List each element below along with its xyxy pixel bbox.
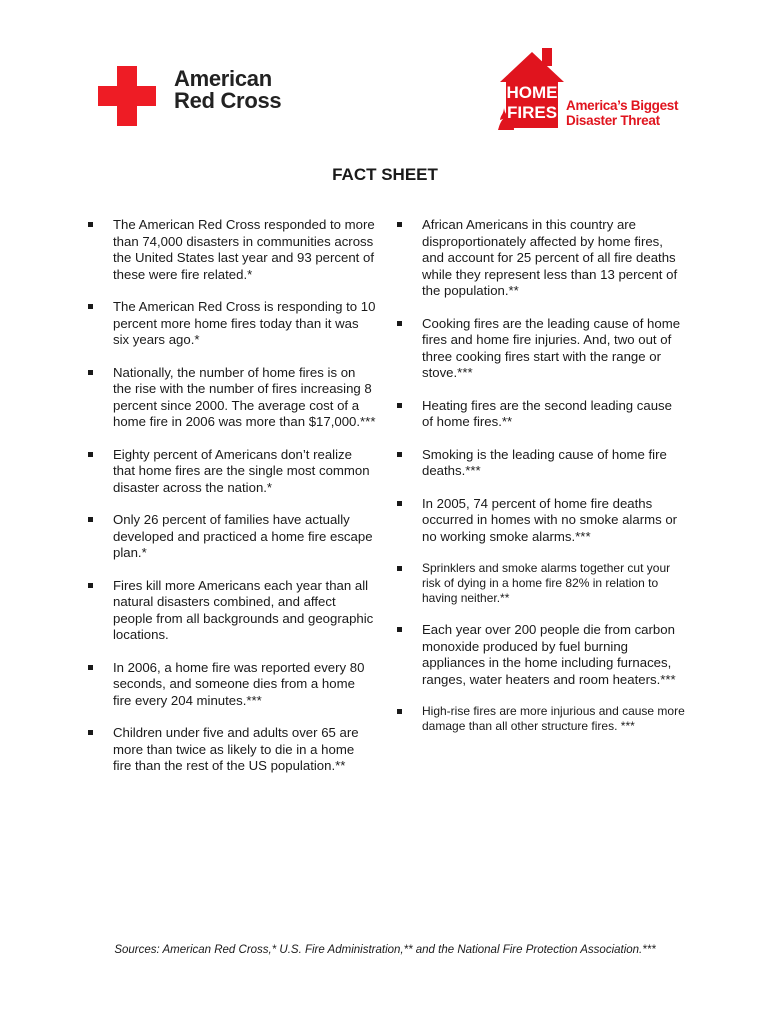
bullet-icon (88, 452, 93, 457)
bullet-icon (397, 627, 402, 632)
bullet-icon (88, 665, 93, 670)
fact-text: Sprinklers and smoke alarms together cut your risk of dying in a home fire 82% in relation to having neither.** (422, 561, 671, 605)
fact-item (395, 561, 685, 606)
fact-text: Each year over 200 people die from carbon monoxide produced by fuel burning appliances in the home including furnaces, ranges, water heaters and room heaters.*** (422, 622, 676, 687)
fact-text: The American Red Cross responded to more than 74,000 disasters in communities across the United States last year and 93 percent of these were fire related.* (113, 217, 375, 282)
right-fact-list (395, 217, 685, 750)
fact-text: In 2005, 74 percent of home fire deaths occurred in homes with no smoke alarms or no working smoke alarms.*** (422, 495, 678, 544)
fact-text: Cooking fires are the leading cause of home fires and home fire injuries. And, two out of three cooking fires start with the range or stove.*** (422, 315, 681, 380)
tagline-line1: America’s Biggest (566, 98, 679, 113)
red-cross-wordmark (174, 68, 281, 112)
fact-item (395, 704, 685, 734)
fact-item (86, 217, 376, 283)
page-title: FACT SHEET (332, 165, 438, 184)
fact-item (395, 447, 685, 480)
bullet-icon (88, 583, 93, 588)
bullet-icon (397, 566, 402, 571)
bullet-icon (88, 370, 93, 375)
home-fires-logo (496, 46, 686, 136)
fact-item (395, 316, 685, 382)
fact-text: Eighty percent of Americans don’t realize that home fires are the single most common disaster across the nation.* (113, 446, 370, 495)
fact-item (86, 725, 376, 775)
fact-text: High-rise fires are more injurious and cause more damage than all other structure fires. *** (422, 704, 685, 733)
home-fires-word-fires: FIRES (506, 103, 558, 122)
fact-item (395, 398, 685, 431)
sources-footnote: Sources: American Red Cross,* U.S. Fire Administration,** and the National Fire Protection Association.*** (114, 944, 656, 956)
fact-item (86, 660, 376, 710)
tagline-line2: Disaster Threat (566, 113, 660, 128)
bullet-icon (88, 730, 93, 735)
fact-text: Heating fires are the second leading cause of home fires.** (422, 397, 672, 429)
bullet-icon (397, 709, 402, 714)
home-fires-tagline (566, 98, 678, 128)
american-red-cross-logo (96, 66, 296, 128)
bullet-icon (397, 403, 402, 408)
bullet-icon (397, 321, 402, 326)
fact-item (86, 299, 376, 349)
bullet-icon (397, 222, 402, 227)
fact-text: African Americans in this country are disproportionately affected by home fires, and account for 25 percent of all fire deaths while they represent less than 13 percent of the population.** (422, 217, 678, 298)
fact-item (86, 578, 376, 644)
fact-item (86, 365, 376, 431)
fact-text: Only 26 percent of families have actually developed and practiced a home fire escape plan.* (113, 512, 373, 560)
fact-text: Smoking is the leading cause of home fire deaths.*** (422, 446, 667, 478)
fact-text: The American Red Cross is responding to 10 percent more home fires today than it was six years ago.* (113, 299, 376, 347)
fact-item (395, 622, 685, 688)
bullet-icon (88, 222, 93, 227)
fact-text: Fires kill more Americans each year than all natural disasters combined, and affect people from all backgrounds and geographic locations. (113, 577, 374, 642)
bullet-icon (88, 304, 93, 309)
home-fires-word-home: HOME (506, 83, 558, 102)
page-header (0, 0, 770, 150)
bullet-icon (397, 501, 402, 506)
bullet-icon (88, 517, 93, 522)
red-cross-wordmark-line1: American (174, 66, 272, 91)
red-cross-icon (98, 66, 156, 126)
fact-text: Children under five and adults over 65 are more than twice as likely to die in a home fire than the rest of the US population.** (113, 725, 359, 773)
fact-item (395, 496, 685, 546)
left-fact-list (86, 217, 376, 791)
bullet-icon (397, 452, 402, 457)
house-fire-icon (496, 46, 568, 136)
red-cross-wordmark-line2: Red Cross (174, 88, 282, 113)
fact-text: Nationally, the number of home fires is on the rise with the number of fires increasing 8 percent since 2000. The average cost of a home fire in 2006 was more than $17,000.*** (113, 364, 376, 429)
fact-item (395, 217, 685, 300)
fact-item (86, 447, 376, 497)
fact-item (86, 512, 376, 562)
fact-text: In 2006, a home fire was reported every 80 seconds, and someone dies from a home fire every 204 minutes.*** (113, 659, 365, 708)
